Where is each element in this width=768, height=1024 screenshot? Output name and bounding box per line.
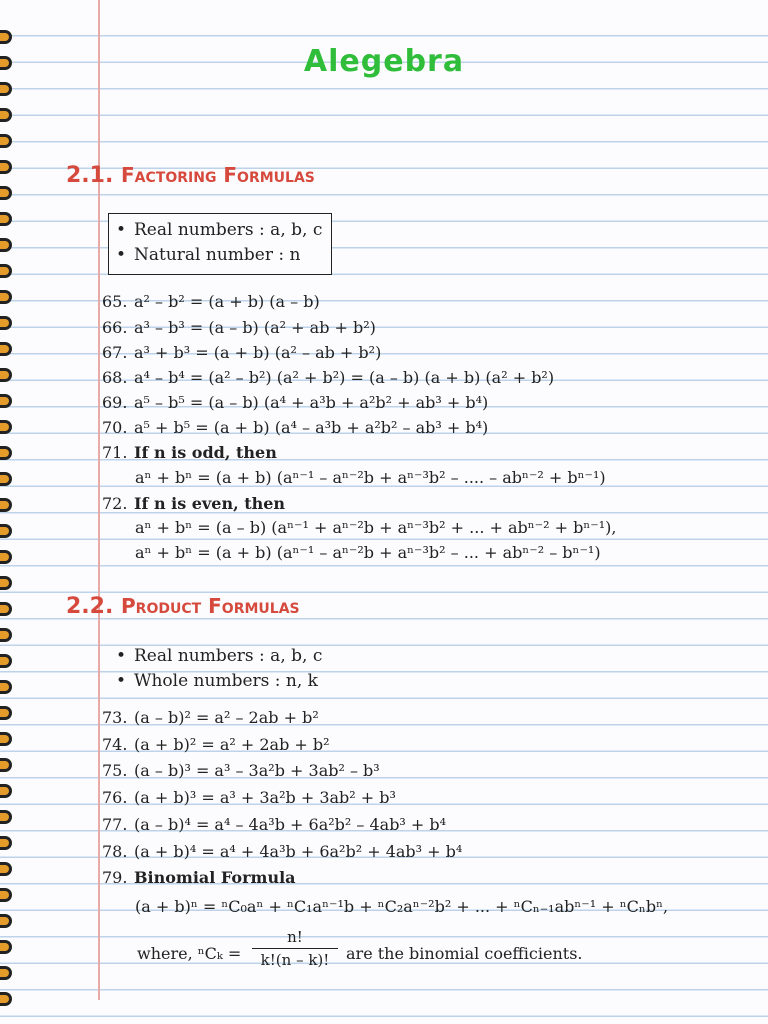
binding-ring: [0, 472, 12, 486]
formula-79: 79. Binomial Formula: [102, 868, 296, 887]
binding-ring: [0, 524, 12, 538]
fraction-numerator: n!: [252, 928, 338, 949]
binding-ring: [0, 836, 12, 850]
formula-77: 77. (a – b)⁴ = a⁴ – 4a³b + 6a²b² – 4ab³ + b⁴: [102, 815, 447, 834]
spiral-binding: [0, 30, 20, 1020]
formula-70: 70. a⁵ + b⁵ = (a + b) (a⁴ – a³b + a²b² – ab³ + b⁴): [102, 418, 489, 437]
section-title: Factoring Formulas: [121, 163, 315, 187]
binding-ring: [0, 342, 12, 356]
formula-67: 67. a³ + b³ = (a + b) (a² – ab + b²): [102, 343, 382, 362]
binding-ring: [0, 186, 12, 200]
binding-ring: [0, 914, 12, 928]
binding-ring: [0, 550, 12, 564]
section-number: 2.2.: [66, 594, 114, 619]
formula-78: 78. (a + b)⁴ = a⁴ + 4a³b + 6a²b² + 4ab³ + b⁴: [102, 842, 463, 861]
binding-ring: [0, 602, 12, 616]
formula-71: 71. If n is odd, then: [102, 443, 277, 462]
binding-ring: [0, 160, 12, 174]
bullet-item: • Real numbers : a, b, c: [116, 220, 323, 240]
binding-ring: [0, 134, 12, 148]
binding-ring: [0, 212, 12, 226]
formula-69: 69. a⁵ – b⁵ = (a – b) (a⁴ + a³b + a²b² + ab³ + b⁴): [102, 393, 489, 412]
binding-ring: [0, 30, 12, 44]
section-heading-product: [66, 594, 300, 619]
binding-ring: [0, 108, 12, 122]
binding-ring: [0, 992, 12, 1006]
binding-ring: [0, 966, 12, 980]
margin-line: [98, 0, 100, 1000]
binding-ring: [0, 628, 12, 642]
formula-73: 73. (a – b)² = a² – 2ab + b²: [102, 708, 319, 727]
formula-76: 76. (a + b)³ = a³ + 3a²b + 3ab² + b³: [102, 788, 396, 807]
page-title: Alegebra: [303, 44, 465, 79]
formula-71-body: aⁿ + bⁿ = (a + b) (aⁿ⁻¹ – aⁿ⁻²b + aⁿ⁻³b² – .... – abⁿ⁻² + bⁿ⁻¹): [135, 468, 606, 487]
binding-ring: [0, 576, 12, 590]
formula-72-body-2: aⁿ + bⁿ = (a + b) (aⁿ⁻¹ – aⁿ⁻²b + aⁿ⁻³b² – ... + abⁿ⁻² – bⁿ⁻¹): [135, 543, 601, 562]
binomial-coefficient-fraction: [252, 928, 338, 969]
binding-ring: [0, 784, 12, 798]
formula-72: 72. If n is even, then: [102, 494, 286, 513]
formula-72-body-1: aⁿ + bⁿ = (a – b) (aⁿ⁻¹ + aⁿ⁻²b + aⁿ⁻³b² + ... + abⁿ⁻² + bⁿ⁻¹),: [135, 518, 617, 537]
binding-ring: [0, 290, 12, 304]
binding-ring: [0, 940, 12, 954]
section-title: Product Formulas: [121, 594, 300, 618]
binding-ring: [0, 368, 12, 382]
fraction-denominator: k!(n – k)!: [260, 951, 330, 969]
binding-ring: [0, 732, 12, 746]
bullet-item: • Whole numbers : n, k: [116, 671, 318, 691]
section-heading-factoring: [66, 163, 315, 188]
formula-68: 68. a⁴ – b⁴ = (a² – b²) (a² + b²) = (a – b) (a + b) (a² + b²): [102, 368, 555, 387]
binomial-where: where, ⁿCₖ =: [137, 944, 242, 963]
binding-ring: [0, 758, 12, 772]
formula-66: 66. a³ – b³ = (a – b) (a² + ab + b²): [102, 318, 376, 337]
binding-ring: [0, 862, 12, 876]
binding-ring: [0, 654, 12, 668]
binding-ring: [0, 264, 12, 278]
section-number: 2.1.: [66, 163, 114, 188]
formula-65: 65. a² – b² = (a + b) (a – b): [102, 292, 320, 311]
binding-ring: [0, 394, 12, 408]
binding-ring: [0, 888, 12, 902]
binomial-note-tail: are the binomial coefficients.: [346, 944, 583, 963]
binding-ring: [0, 316, 12, 330]
binding-ring: [0, 680, 12, 694]
binomial-formula: (a + b)ⁿ = ⁿC₀aⁿ + ⁿC₁aⁿ⁻¹b + ⁿC₂aⁿ⁻²b² + ... + ⁿCₙ₋₁abⁿ⁻¹ + ⁿCₙbⁿ,: [135, 897, 669, 916]
bullet-item: • Natural number : n: [116, 245, 301, 265]
binding-ring: [0, 810, 12, 824]
binding-ring: [0, 446, 12, 460]
formula-74: 74. (a + b)² = a² + 2ab + b²: [102, 735, 330, 754]
binding-ring: [0, 498, 12, 512]
binding-ring: [0, 706, 12, 720]
formula-75: 75. (a – b)³ = a³ – 3a²b + 3ab² – b³: [102, 761, 380, 780]
binding-ring: [0, 82, 12, 96]
binding-ring: [0, 420, 12, 434]
binding-ring: [0, 238, 12, 252]
bullet-item: • Real numbers : a, b, c: [116, 646, 323, 666]
